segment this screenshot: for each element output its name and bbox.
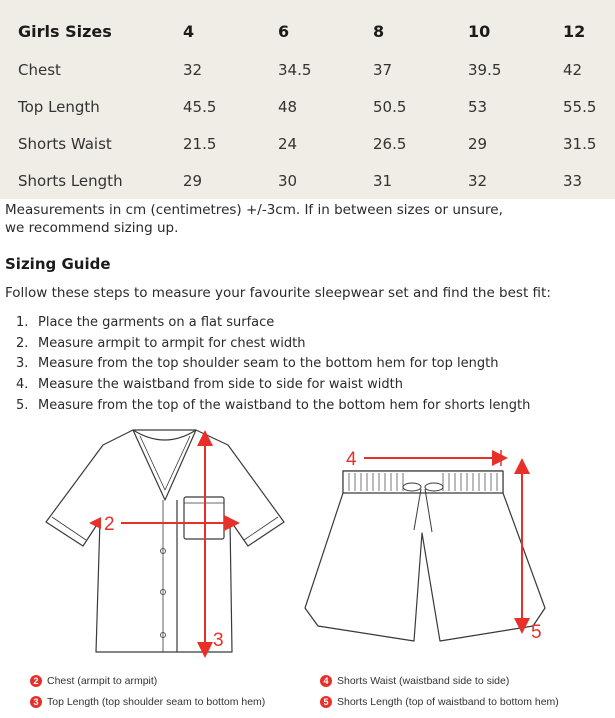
table-cell: 55.5 (563, 97, 597, 116)
row-label: Shorts Length (18, 171, 123, 190)
legend-chest (30, 675, 157, 687)
size-table (0, 0, 615, 199)
table-cell: 50.5 (373, 97, 407, 116)
legend-badge: 2 (30, 675, 42, 687)
table-cell: 37 (373, 60, 393, 79)
list-item (16, 334, 530, 355)
row-label: Chest (18, 60, 61, 79)
table-cell: 24 (278, 134, 298, 153)
size-chart (0, 0, 615, 199)
step-text: Measure armpit to armpit for chest width (38, 335, 306, 351)
table-header-row (0, 0, 615, 51)
table-cell: 31 (373, 171, 393, 190)
step-number: 2. (16, 335, 29, 351)
table-header-cell: 12 (563, 22, 586, 41)
legend-text: Shorts Waist (waistband side to side) (337, 675, 510, 688)
garment-measurement-diagram (0, 420, 615, 660)
measurement-note (5, 201, 565, 237)
step-number: 5. (16, 397, 29, 413)
row-label: Shorts Waist (18, 134, 112, 153)
legend-text: Chest (armpit to armpit) (47, 675, 158, 688)
legend-badge: 4 (320, 675, 332, 687)
table-cell: 34.5 (278, 60, 312, 79)
table-cell: 48 (278, 97, 298, 116)
top-length-marker: 3 (213, 630, 224, 651)
step-number: 3. (16, 356, 29, 372)
table-cell: 32 (183, 60, 203, 79)
table-cell: 33 (563, 171, 583, 190)
shorts-length-marker: 5 (531, 622, 542, 643)
table-header-cell: Girls Sizes (18, 22, 112, 41)
note-line-2: we recommend sizing up. (5, 220, 179, 236)
sizing-guide-intro: Follow these steps to measure your favourite sleepwear set and find the best fit: (5, 285, 551, 301)
step-number: 4. (16, 377, 29, 393)
legend-shorts-length (320, 696, 559, 708)
list-item (16, 354, 530, 375)
table-header-cell: 6 (278, 22, 290, 41)
step-number: 1. (16, 315, 29, 330)
table-header-cell: 10 (468, 22, 491, 41)
shorts-illustration (305, 471, 545, 641)
list-item (16, 375, 530, 396)
legend-text: Shorts Length (top of waistband to bottom hem) (337, 696, 559, 709)
table-header-cell: 8 (373, 22, 385, 41)
list-item (16, 396, 530, 417)
table-cell: 29 (468, 134, 488, 153)
table-cell: 26.5 (373, 134, 407, 153)
table-cell: 29 (183, 171, 203, 190)
legend-badge: 5 (320, 696, 332, 708)
step-text: Measure from the top shoulder seam to the bottom hem for top length (38, 356, 499, 372)
table-row (0, 162, 615, 199)
chest-marker: 2 (104, 514, 115, 535)
table-cell: 32 (468, 171, 488, 190)
step-text: Measure the waistband from side to side for waist width (38, 377, 403, 393)
table-cell: 30 (278, 171, 298, 190)
legend-badge: 3 (30, 696, 42, 708)
table-cell: 31.5 (563, 134, 597, 153)
table-cell: 45.5 (183, 97, 217, 116)
step-text: Place the garments on a flat surface (38, 315, 275, 330)
table-row (0, 51, 615, 88)
list-item (16, 313, 530, 334)
legend-waist (320, 675, 509, 687)
table-cell: 21.5 (183, 134, 217, 153)
sizing-steps-list (16, 313, 530, 416)
table-row (0, 125, 615, 162)
note-line-1: Measurements in cm (centimetres) +/-3cm. If in between sizes or unsure, (5, 202, 503, 218)
legend-text: Top Length (top shoulder seam to bottom hem) (47, 696, 266, 709)
table-header-cell: 4 (183, 22, 195, 41)
table-cell: 53 (468, 97, 488, 116)
table-cell: 42 (563, 60, 583, 79)
waist-marker: 4 (346, 449, 357, 470)
table-cell: 39.5 (468, 60, 502, 79)
step-text: Measure from the top of the waistband to the bottom hem for shorts length (38, 397, 531, 413)
sizing-guide-title: Sizing Guide (5, 255, 111, 273)
table-row (0, 88, 615, 125)
row-label: Top Length (18, 97, 100, 116)
legend-top-length (30, 696, 265, 708)
pajama-top-illustration (46, 430, 284, 652)
